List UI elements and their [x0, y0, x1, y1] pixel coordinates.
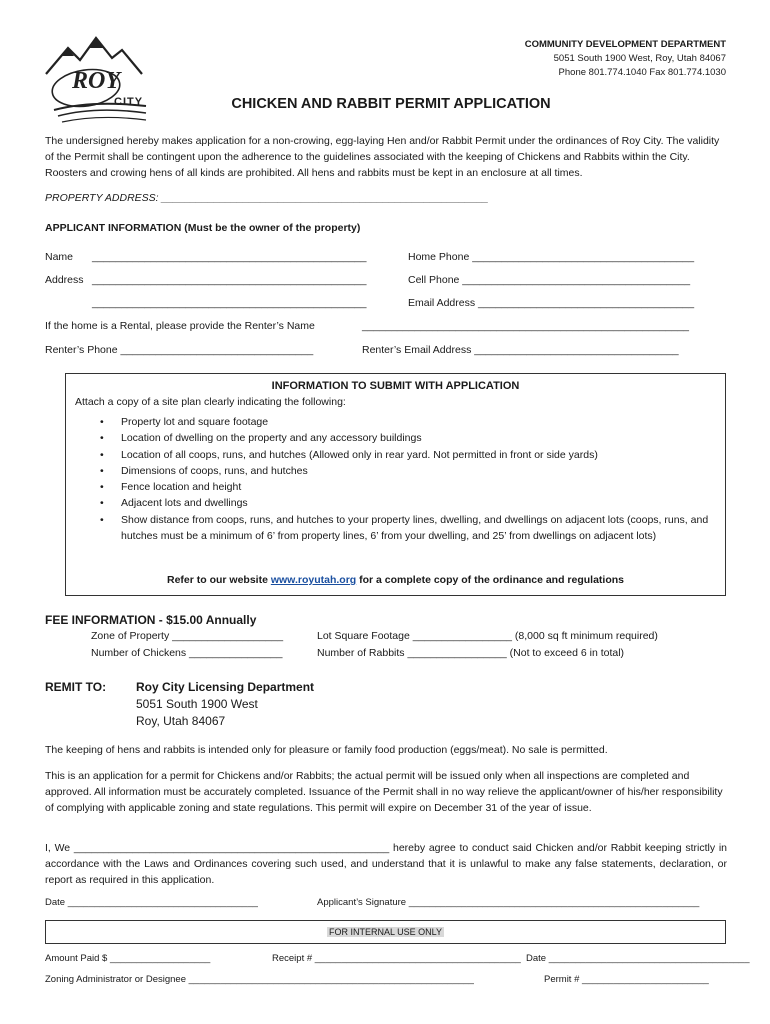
name-field[interactable]: _______________________________________________ [92, 251, 367, 263]
permit-number-field[interactable]: Permit # ________________________ [544, 974, 709, 985]
website-reference-before: Refer to our website [166, 574, 271, 586]
info-to-submit-box [65, 373, 726, 596]
amount-paid-field[interactable]: Amount Paid $ ___________________ [45, 953, 211, 964]
internal-use-banner [45, 920, 726, 944]
pleasure-note: The keeping of hens and rabbits is intended only for pleasure or family food production (eggs/meat). No sale is permitted. [45, 744, 608, 756]
list-item: • Fence location and height [121, 479, 716, 495]
website-reference [66, 574, 725, 586]
department-address: 5051 South 1900 West, Roy, Utah 84067 [553, 53, 726, 64]
info-box-list [121, 414, 716, 544]
lot-square-footage-field[interactable]: Lot Square Footage _________________ (8,000 sq ft minimum required) [317, 630, 658, 642]
website-reference-after: for a complete copy of the ordinance and regulations [356, 574, 625, 586]
logo-city-text: CITY [114, 96, 144, 108]
remit-line-2: 5051 South 1900 West [136, 697, 258, 711]
internal-use-label: FOR INTERNAL USE ONLY [328, 927, 443, 937]
department-header [525, 38, 726, 80]
remit-line-1: Roy City Licensing Department [136, 680, 315, 694]
address-label: Address [45, 274, 84, 286]
remit-to-label: REMIT TO: [45, 680, 107, 694]
internal-date-field[interactable]: Date ______________________________________ [526, 953, 750, 964]
applicant-signature-field[interactable]: Applicant’s Signature _______________________________________________________ [317, 897, 700, 908]
roy-city-logo [42, 34, 152, 130]
logo-roy-text: ROY [72, 68, 120, 94]
cell-phone-field[interactable]: Cell Phone _______________________________________ [408, 274, 691, 286]
list-item: • Location of all coops, runs, and hutches (Allowed only in rear yard. Not permitted in front or side yards) [121, 447, 716, 463]
list-item: • Adjacent lots and dwellings [121, 495, 716, 511]
internal-use-wrapper [46, 927, 725, 937]
home-phone-field[interactable]: Home Phone ______________________________________ [408, 251, 695, 263]
receipt-field[interactable]: Receipt # _______________________________________ [272, 953, 521, 964]
renter-phone-field[interactable]: Renter’s Phone _________________________________ [45, 344, 314, 356]
department-name: COMMUNITY DEVELOPMENT DEPARTMENT [524, 39, 726, 50]
rental-label: If the home is a Rental, please provide the Renter’s Name [45, 320, 315, 332]
info-box-title: INFORMATION TO SUBMIT WITH APPLICATION [271, 380, 520, 392]
fee-info-title: FEE INFORMATION - $15.00 Annually [45, 613, 257, 627]
email-field[interactable]: Email Address _____________________________________ [408, 297, 695, 309]
application-note: This is an application for a permit for Chickens and/or Rabbits; the actual permit will be issued only when all inspections are completed and approved. All information must be accurately completed. Issuance of the Permit shall in no way relieve the applicant/owner of his/her responsibility of complying with applicable zoning and state regulations. This permit will expire on December 31 of the year of issue. [45, 770, 723, 814]
list-item: • Dimensions of coops, runs, and hutches [121, 463, 716, 479]
remit-line-3: Roy, Utah 84067 [136, 714, 226, 728]
number-of-rabbits-field[interactable]: Number of Rabbits _________________ (Not to exceed 6 in total) [317, 647, 625, 659]
date-field[interactable]: Date ____________________________________ [45, 897, 258, 908]
property-address-field[interactable]: PROPERTY ADDRESS: ________________________________________________________ [45, 192, 489, 204]
page-title: CHICKEN AND RABBIT PERMIT APPLICATION [231, 96, 551, 112]
department-phone-fax: Phone 801.774.1040 Fax 801.774.1030 [558, 67, 726, 78]
website-link[interactable]: www.royutah.org [270, 574, 357, 586]
address-field[interactable]: _______________________________________________ [92, 274, 367, 286]
info-box-intro: Attach a copy of a site plan clearly indicating the following: [75, 396, 346, 408]
renter-email-field[interactable]: Renter’s Email Address ___________________________________ [362, 344, 679, 356]
intro-paragraph: The undersigned hereby makes application for a non-crowing, egg-laying Hen and/or Rabbit Permit under the ordinances of Roy City. The validity of the Permit shall be contingent upon the adherence to the guidelines associated with the keeping of Chickens and Rabbits within the City. Roosters and crowing hens of all kinds are prohibited. All hens and rabbits must be kept in an enclosure at all times. [45, 135, 720, 179]
name-label: Name [45, 251, 74, 263]
renter-name-field[interactable]: ________________________________________________________ [362, 320, 690, 332]
list-item: • Property lot and square footage [121, 414, 716, 430]
number-of-chickens-field[interactable]: Number of Chickens ________________ [91, 647, 283, 659]
zone-of-property-field[interactable]: Zone of Property ___________________ [91, 630, 284, 642]
list-item: • Location of dwelling on the property and any accessory buildings [121, 430, 716, 446]
agreement-statement: I, We ______________________________________________________ hereby agree to conduct said Chicken and/or Rabbit keeping strictly in accordance with the Laws and Ordinances covering such used, and understand that it is unlawful to make any false statements, declaration, or report as required in this application. [45, 842, 727, 886]
list-item: • Show distance from coops, runs, and hutches to your property lines, dwelling, and dwellings on adjacent lots (coops, runs, and hutches must be a minimum of 6’ from property lines, 6’ from your dwelling, and 25’ from dwellings on adjacent lots) [121, 512, 716, 545]
zoning-admin-field[interactable]: Zoning Administrator or Designee ______________________________________________________ [45, 974, 474, 985]
applicant-info-heading: APPLICANT INFORMATION (Must be the owner of the property) [45, 222, 361, 234]
address-field-line2[interactable]: _______________________________________________ [92, 297, 367, 309]
